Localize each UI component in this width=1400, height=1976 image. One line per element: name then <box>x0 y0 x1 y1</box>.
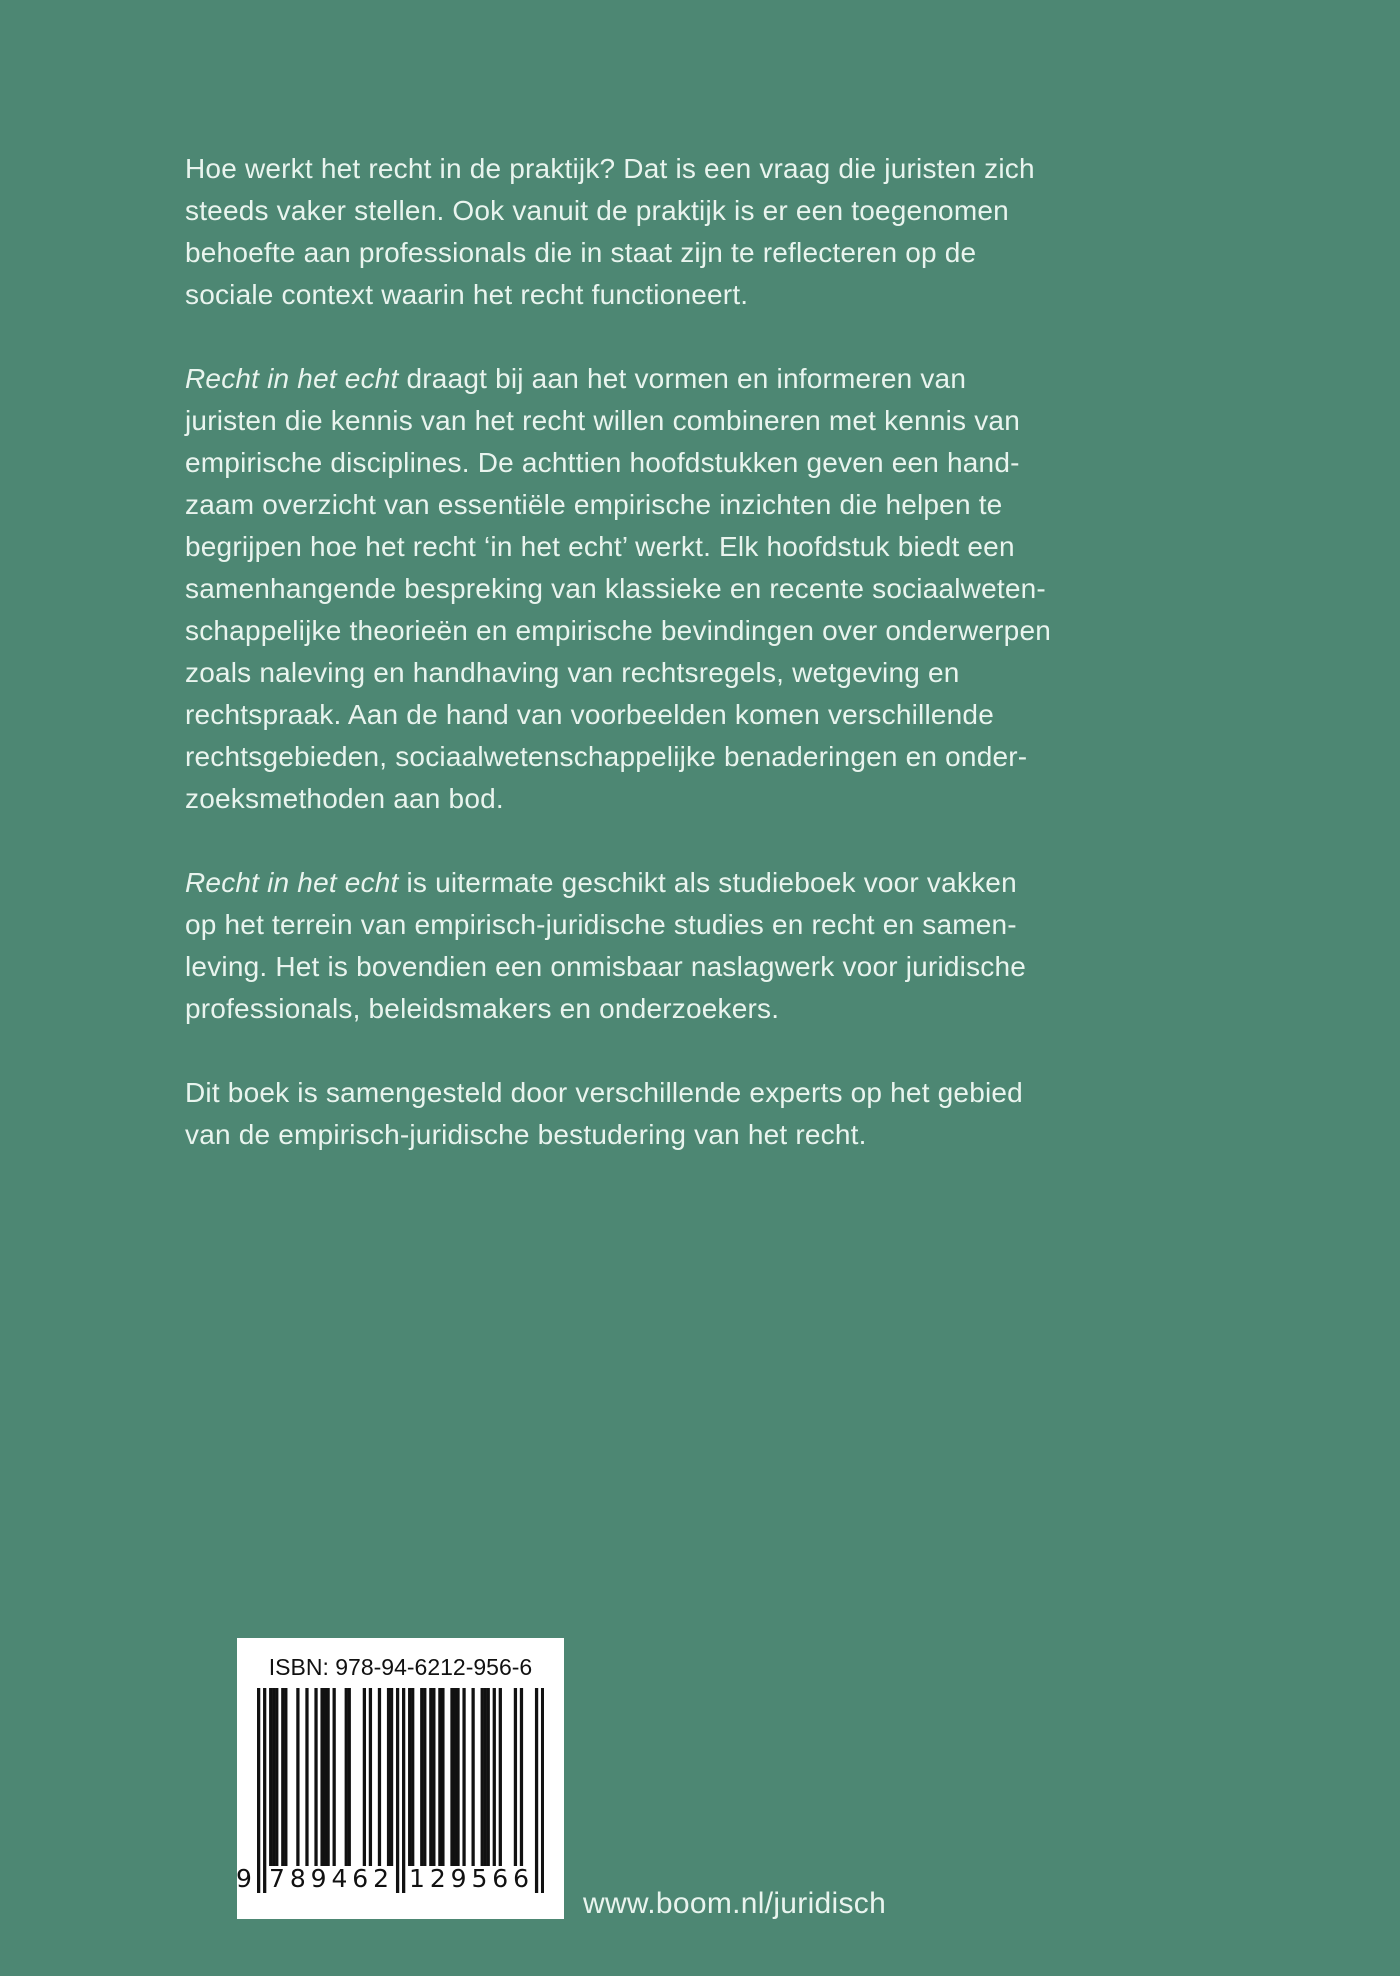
barcode-digit: 5 <box>471 1864 488 1893</box>
barcode-digit: 9 <box>450 1864 467 1893</box>
ean13-barcode <box>236 1688 544 1898</box>
barcode-digit: 9 <box>310 1864 327 1893</box>
barcode-digits-right-group <box>409 1864 529 1893</box>
blurb-paragraph: Dit boek is samengesteld door verschillende experts op het gebied van de empirisch-juridische bestudering van het recht. <box>185 1077 1023 1150</box>
barcode-digit: 6 <box>352 1864 369 1893</box>
barcode-digit: 4 <box>331 1864 348 1893</box>
barcode-digit: 2 <box>429 1864 446 1893</box>
barcode-digit: 8 <box>289 1864 306 1893</box>
blurb-paragraph: Recht in het echt is uitermate geschikt als studieboek voor vakken op het terrein van empirisch-juridische studies en recht en samen- leving. Het is bovendien een onmisbaar naslagwerk voor juridische professionals, beleidsmakers en onderzoekers. <box>185 867 1027 1024</box>
isbn-label: ISBN: 978-94-6212-956-6 <box>268 1654 533 1680</box>
isbn-barcode-panel <box>237 1638 564 1919</box>
barcode-digit: 6 <box>492 1864 509 1893</box>
barcode-digit: 1 <box>409 1864 425 1893</box>
publisher-url: www.boom.nl/juridisch <box>583 1887 887 1920</box>
barcode-digit: 2 <box>373 1864 389 1893</box>
barcode-digit: 7 <box>269 1864 285 1893</box>
barcode-digit-first: 9 <box>236 1864 252 1893</box>
book-title-italic: Recht in het echt <box>185 867 399 898</box>
barcode-digit: 6 <box>513 1864 529 1893</box>
blurb <box>185 148 1285 1198</box>
barcode-digits-left-group <box>269 1864 389 1893</box>
blurb-paragraph: Recht in het echt draagt bij aan het vormen en informeren van juristen die kennis van het recht willen combineren met kennis van empirische disciplines. De achttien hoofdstukken geven een hand- zaam overzicht van essentiële empirische inzichten die helpen te begrijpen hoe het recht ‘in het echt’ werkt. Elk hoofdstuk biedt een samenhangende bespreking van klassieke en recente sociaalweten- schappelijke theorieën en empirische bevindingen over onderwerpen zoals naleving en handhaving van rechtsregels, wetgeving en rechtspraak. Aan de hand van voorbeelden komen verschillende rechtsgebieden, sociaalwetenschappelijke benaderingen en onder- zoeksmethoden aan bod. <box>185 363 1051 814</box>
book-title-italic: Recht in het echt <box>185 363 399 394</box>
barcode-digits <box>236 1864 544 1896</box>
blurb-paragraph: Hoe werkt het recht in de praktijk? Dat is een vraag die juristen zich steeds vaker stellen. Ook vanuit de praktijk is er een toegenomen behoefte aan professionals die in staat zijn te reflecteren op de sociale context waarin het recht functioneert. <box>185 153 1035 310</box>
